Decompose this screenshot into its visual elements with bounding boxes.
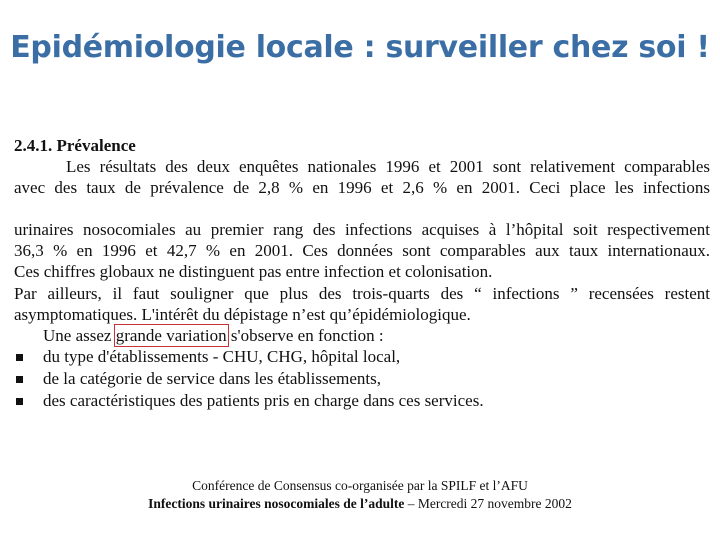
footer-conference-line: Conférence de Consensus co-organisée par la SPILF et l’AFU — [192, 478, 528, 493]
footer-date: – Mercredi 27 novembre 2002 — [404, 496, 572, 511]
footer-title-bold: Infections urinaires nosocomiales de l’adulte — [148, 496, 405, 511]
bullet-marker — [16, 376, 23, 383]
bullet-item: des caractéristiques des patients pris en charge dans ces services. — [43, 391, 484, 410]
variation-after: s'observe en fonction : — [226, 326, 384, 345]
highlighted-phrase: grande variation — [115, 326, 227, 345]
paragraph-line: asymptomatiques. L'intérêt du dépistage n’est qu’épidémiologique. — [14, 305, 471, 324]
bullet-item: de la catégorie de service dans les établissements, — [43, 369, 381, 388]
paragraph-line: Par ailleurs, il faut souligner que plus des trois-quarts des “ infections ” recensées restent — [14, 284, 710, 303]
bullet-marker — [16, 354, 23, 361]
footer-title-line — [0, 496, 720, 512]
slide-title: Epidémiologie locale : surveiller chez soi ! — [10, 30, 710, 65]
paragraph-line: Ces chiffres globaux ne distinguent pas entre infection et colonisation. — [14, 262, 493, 281]
section-heading: 2.4.1. Prévalence — [14, 136, 136, 155]
paragraph-line: urinaires nosocomiales au premier rang des infections acquises à l’hôpital soit respectivement — [14, 220, 710, 239]
bullet-item: du type d'établissements - CHU, CHG, hôpital local, — [43, 347, 401, 366]
bullet-marker — [16, 398, 23, 405]
variation-line — [14, 326, 384, 346]
paragraph-line: 36,3 % en 1996 et 42,7 % en 2001. Ces données sont comparables aux taux internationaux. — [14, 241, 710, 260]
paragraph-line: avec des taux de prévalence de 2,8 % en 1996 et 2,6 % en 2001. Ceci place les infections — [14, 178, 710, 197]
variation-before: Une assez — [43, 326, 116, 345]
paragraph-line: Les résultats des deux enquêtes nationales 1996 et 2001 sont relativement comparables — [66, 157, 710, 176]
